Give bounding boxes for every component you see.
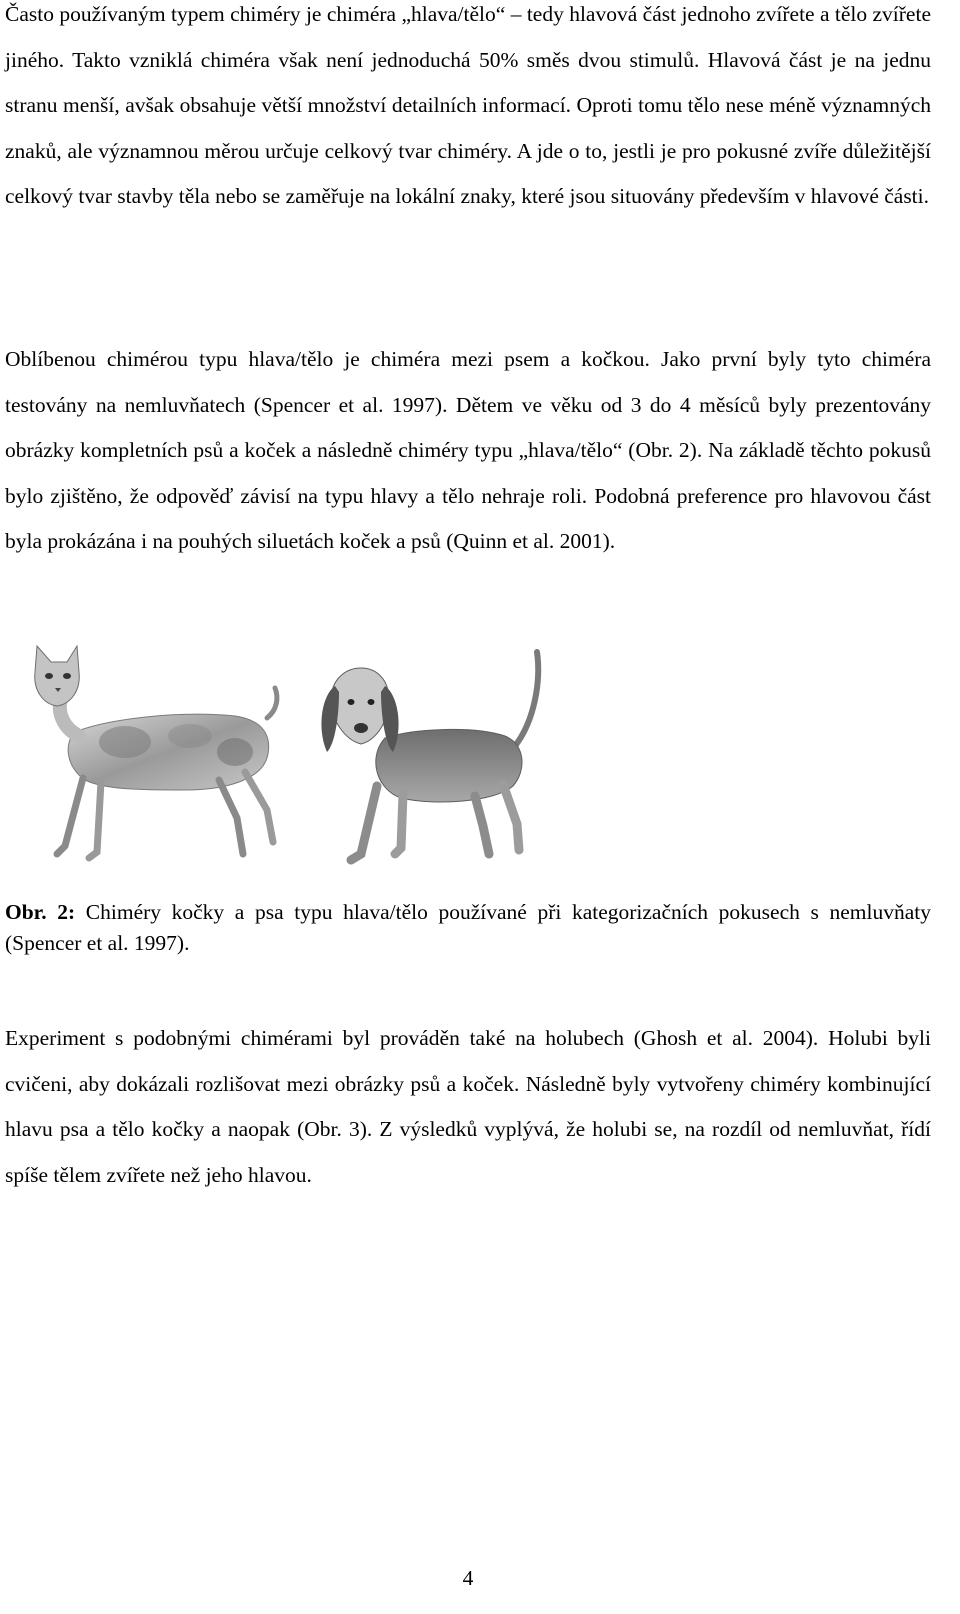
figure-2-images — [5, 640, 931, 870]
page-number: 4 — [462, 1566, 474, 1590]
paragraph-pigeon-experiment: Experiment s podobnými chimérami byl prováděn také na holubech (Ghosh et al. 2004). Holubi byli cvičeni, aby dokázali rozlišovat mezi obrázky psů a koček. Následně byly vytvořeny chiméry kombinující hlavu psa a tělo kočky a naopak (Obr. 3). Z výsledků vyplývá, že holubi se, na rozdíl od nemluvňat, řídí spíše tělem zvířete než jeho hlavou. — [5, 1026, 931, 1187]
cat-head-dog-body-chimera-image — [35, 646, 277, 858]
figure-2-caption-text: Chiméry kočky a psa typu hlava/tělo používané při kategorizačních pokusech s nemluvňaty (Spencer et al. 1997). — [5, 900, 931, 955]
figure-2-label: Obr. 2: — [5, 900, 76, 924]
paragraph-head-body-chimera: Často používaným typem chiméry je chiméra „hlava/tělo“ – tedy hlavová část jednoho zvířete a tělo zvířete jiného. Takto vzniklá chiméra však není jednoduchá 50% směs dvou stimulů. Hlavová část je na jednu stranu menší, avšak obsahuje větší množství detailních informací. Oproti tomu tělo nese méně významných znaků, ale významnou měrou určuje celkový tvar chiméry. A jde o to, jestli je pro pokusné zvíře důležitější celkový tvar stavby těla nebo se zaměřuje na lokální znaky, které jsou situovány především v hlavové části. — [5, 2, 931, 208]
dog-head-cat-body-chimera-image — [321, 652, 538, 860]
figure-2-caption — [5, 897, 931, 959]
paragraph-dog-cat-chimera: Oblíbenou chimérou typu hlava/tělo je chiméra mezi psem a kočkou. Jako první byly tyto chiméra testovány na nemluvňatech (Spencer et al. 1997). Dětem ve věku od 3 do 4 měsíců byly prezentovány obrázky kompletních psů a koček a následně chiméry typu „hlava/tělo“ (Obr. 2). Na základě těchto pokusů bylo zjištěno, že odpověď závisí na typu hlavy a tělo nehraje roli. Podobná preference pro hlavovou část byla prokázána i na pouhých siluetách koček a psů (Quinn et al. 2001). — [5, 347, 931, 553]
figure-2 — [5, 640, 931, 870]
